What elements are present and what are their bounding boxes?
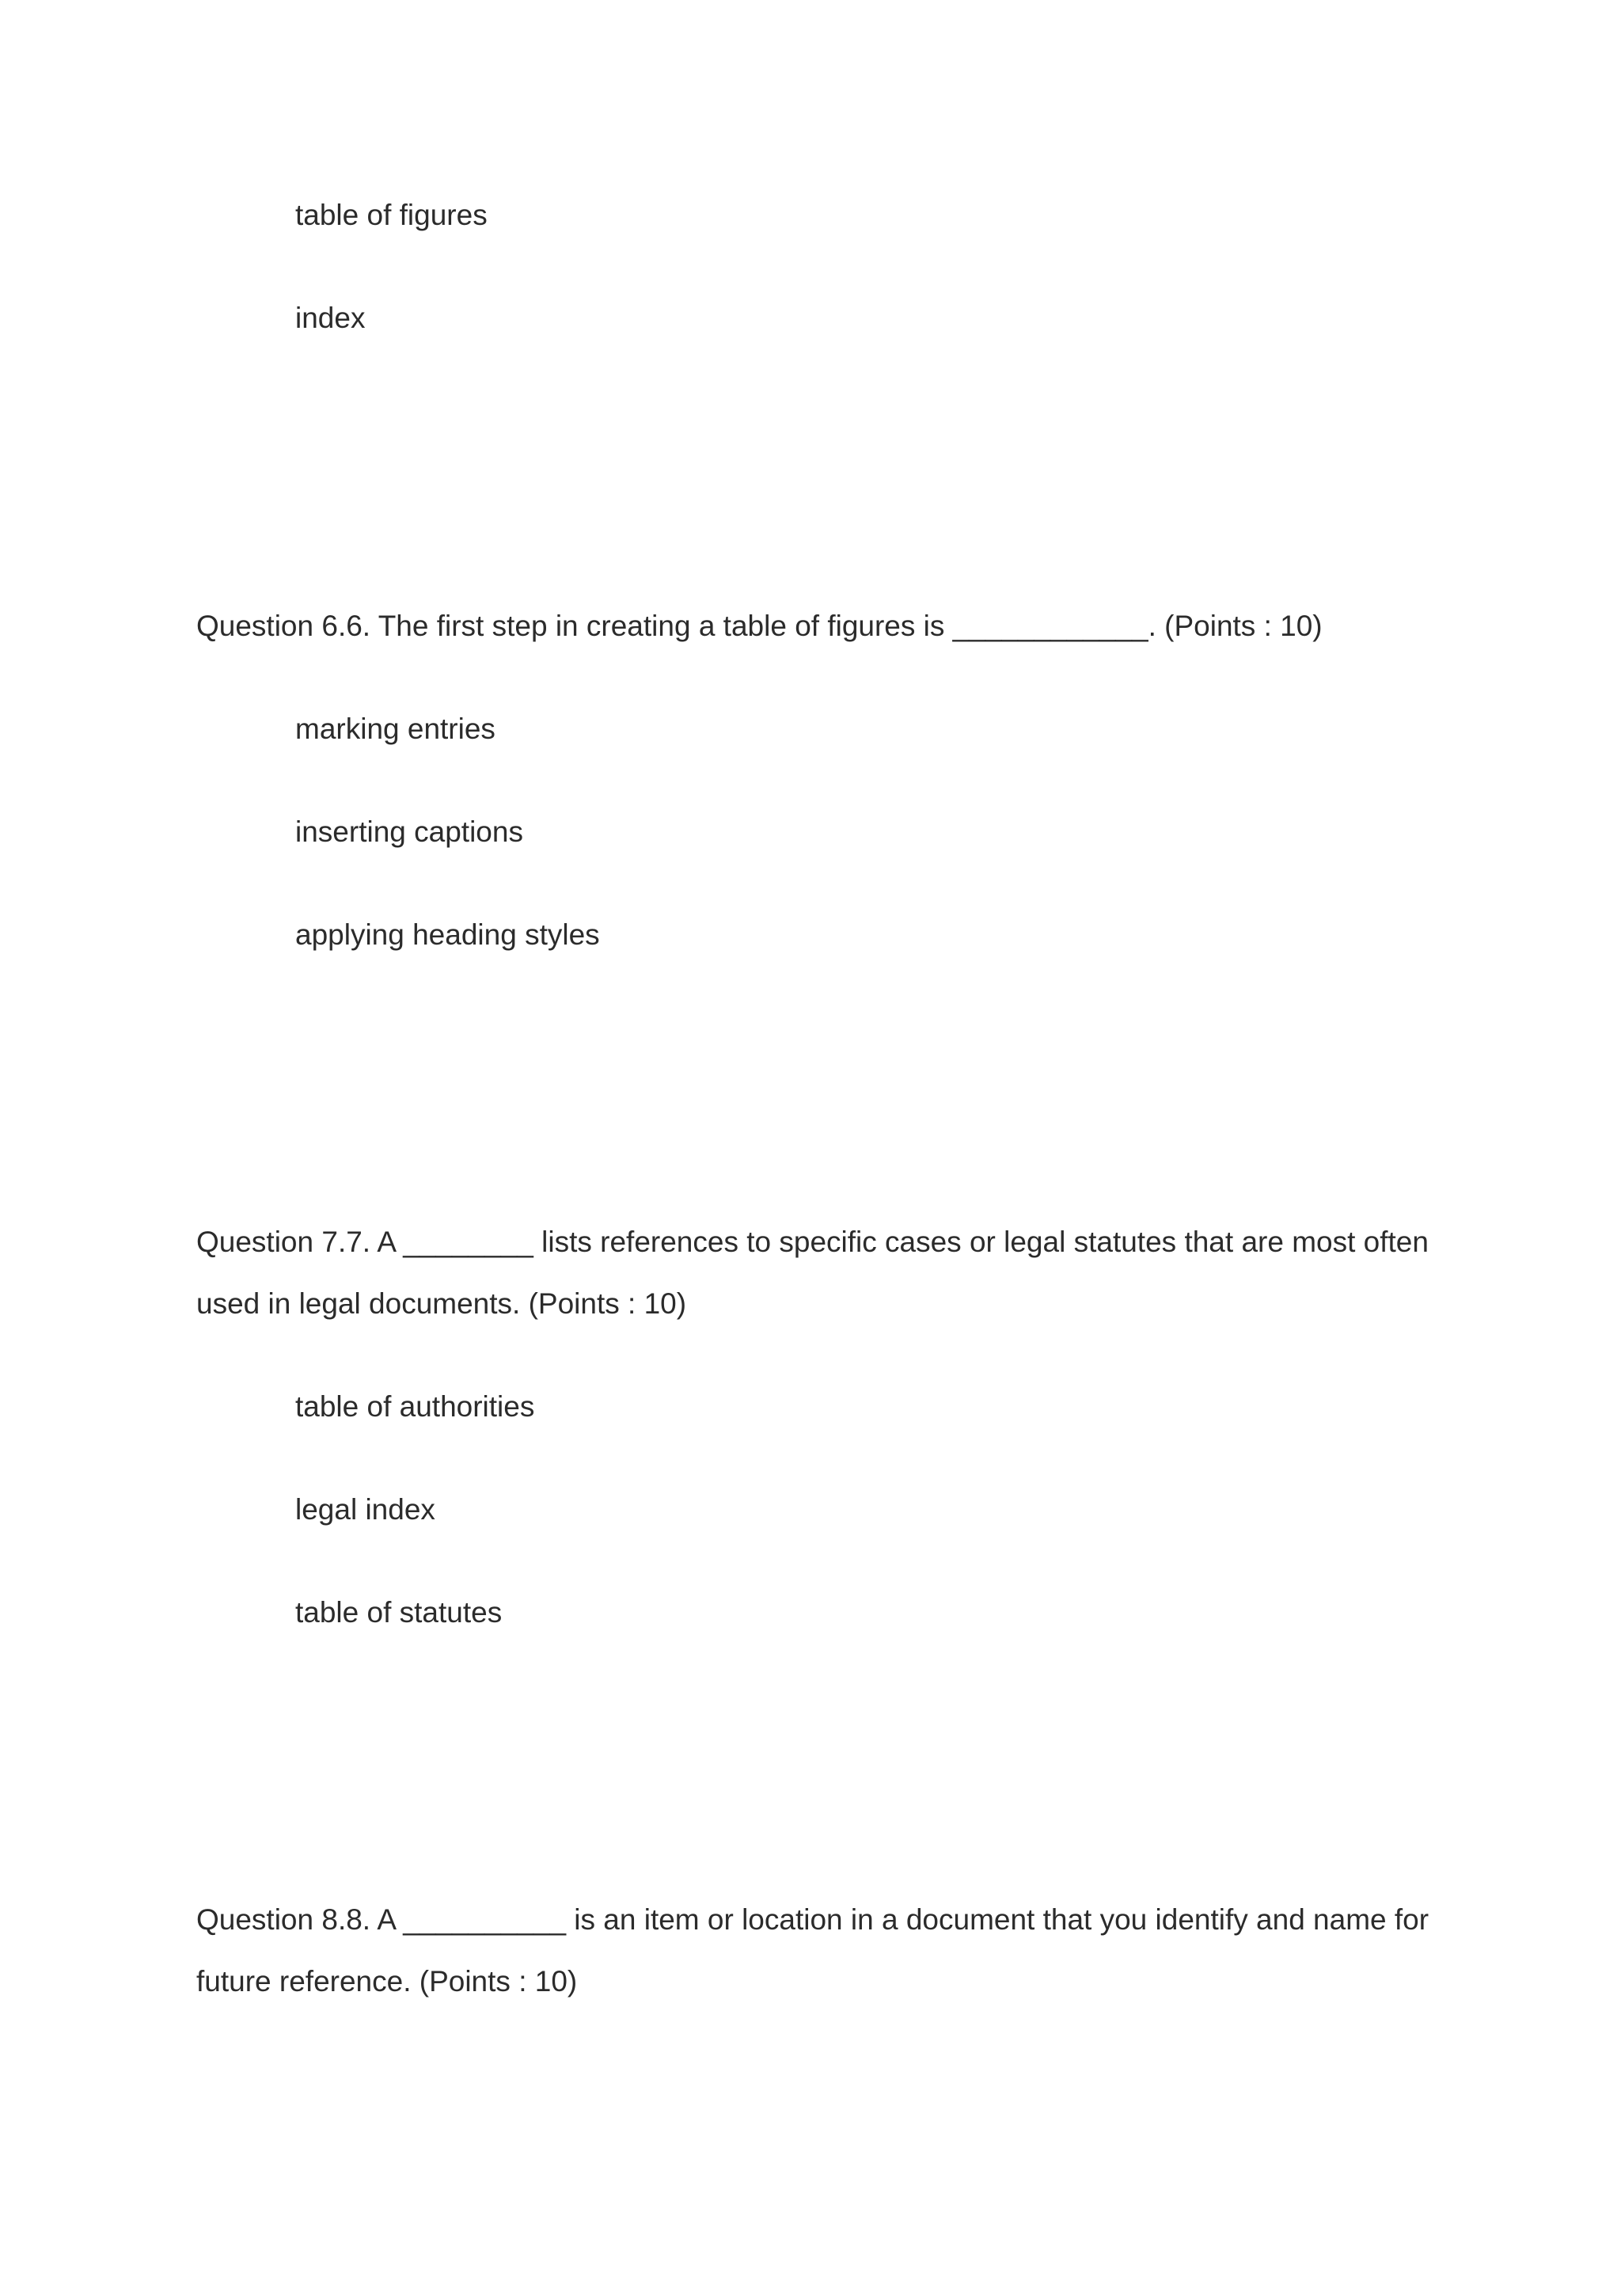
- question-text: used in legal documents. (Points : 10): [196, 1287, 687, 1320]
- answer-option: applying heading styles: [295, 918, 600, 951]
- question-text: Question 6.6. The first step in creating a table of figures is ____________. (Points : 10): [196, 610, 1323, 642]
- question-text: Question 7.7. A ________ lists references to specific cases or legal statutes that are most often: [196, 1226, 1429, 1258]
- answer-option: inserting captions: [295, 815, 523, 848]
- answer-option: legal index: [295, 1493, 435, 1526]
- answer-option: index: [295, 302, 366, 334]
- answer-option: table of figures: [295, 199, 488, 231]
- question-text: future reference. (Points : 10): [196, 1965, 578, 1998]
- answer-option: marking entries: [295, 713, 495, 745]
- answer-option: table of statutes: [295, 1596, 503, 1629]
- question-text: Question 8.8. A __________ is an item or location in a document that you identify and name for: [196, 1903, 1429, 1936]
- answer-option: table of authorities: [295, 1390, 535, 1423]
